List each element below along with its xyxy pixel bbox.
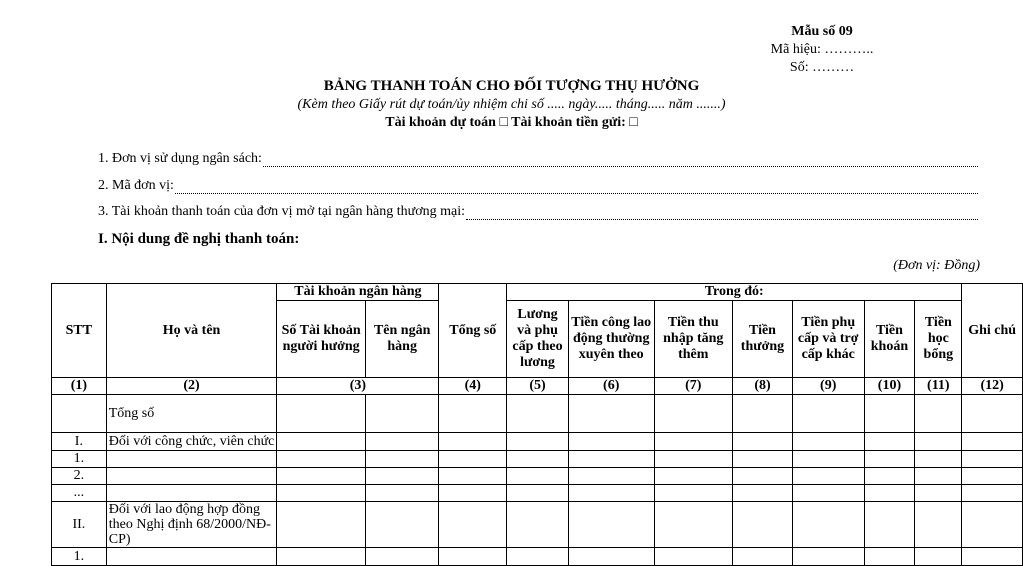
column-number: (2)	[106, 378, 277, 395]
payment-table	[51, 283, 1023, 566]
column-number: (10)	[864, 378, 915, 395]
row-name: Đối với công chức, viên chức	[106, 433, 277, 451]
column-number: (5)	[507, 378, 569, 395]
header-extra-income: Tiền thu nhập tăng thêm	[654, 301, 733, 378]
unit-code-field-label: 2. Mã đơn vị:	[98, 178, 174, 193]
section-title: I. Nội dung đề nghị thanh toán:	[98, 231, 300, 247]
header-salary: Lương và phụ cấp theo lương	[507, 301, 569, 378]
row-stt	[52, 395, 107, 433]
column-number: (12)	[962, 378, 1023, 395]
row-stt: I.	[52, 433, 107, 451]
table-row	[52, 548, 1023, 566]
row-name	[106, 451, 277, 468]
row-stt: II.	[52, 502, 107, 548]
table-row	[52, 433, 1023, 451]
row-stt: 2.	[52, 468, 107, 485]
bank-account-field-dots	[466, 208, 978, 220]
header-bank-group: Tài khoản ngân hàng	[277, 284, 439, 301]
row-name: Tổng số	[106, 395, 277, 433]
header-name: Họ và tên	[106, 284, 277, 378]
header-account-number: Số Tài khoản người hưởng	[277, 301, 366, 378]
document-title: BẢNG THANH TOÁN CHO ĐỐI TƯỢNG THỤ HƯỞNG	[323, 78, 700, 94]
row-name	[106, 468, 277, 485]
table-row	[52, 468, 1023, 485]
column-number: (1)	[52, 378, 107, 395]
header-bank-name: Tên ngân hàng	[365, 301, 439, 378]
form-number: Mẫu số 09	[791, 24, 853, 39]
header-total: Tổng số	[439, 284, 507, 378]
column-number: (4)	[439, 378, 507, 395]
form-code: Mã hiệu: ………..	[770, 42, 874, 57]
document-subtitle: (Kèm theo Giấy rút dự toán/ủy nhiệm chi số ..... ngày..... tháng..... năm .......)	[297, 97, 726, 112]
header-bonus: Tiền thưởng	[733, 301, 793, 378]
column-number: (6)	[568, 378, 654, 395]
header-allowance: Tiền phụ cấp và trợ cấp khác	[792, 301, 864, 378]
header-note: Ghi chú	[962, 284, 1023, 378]
row-stt: ...	[52, 485, 107, 502]
unit-code-field	[98, 178, 978, 194]
column-number: (3)	[277, 378, 439, 395]
bank-account-field	[98, 204, 978, 220]
header-stt: STT	[52, 284, 107, 378]
row-name: Đối với lao động hợp đồng theo Nghị định 68/2000/NĐ-CP)	[106, 502, 277, 548]
row-stt: 1.	[52, 548, 107, 566]
unit-field-dots	[263, 155, 978, 167]
table-row	[52, 395, 1023, 433]
column-number: (11)	[915, 378, 962, 395]
column-number: (7)	[654, 378, 733, 395]
header-regular-wage: Tiền công lao động thường xuyên theo	[568, 301, 654, 378]
header-contract-pay: Tiền khoán	[864, 301, 915, 378]
currency-unit-note: (Đơn vị: Đồng)	[893, 258, 980, 273]
form-serial: Số: ………	[789, 60, 855, 75]
account-type-line: Tài khoản dự toán □ Tài khoản tiền gửi: □	[385, 115, 638, 130]
row-stt: 1.	[52, 451, 107, 468]
table-row	[52, 502, 1023, 548]
row-name	[106, 548, 277, 566]
table-row	[52, 485, 1023, 502]
header-breakdown-group: Trong đó:	[507, 284, 962, 301]
header-scholarship: Tiền học bổng	[915, 301, 962, 378]
unit-code-field-dots	[175, 182, 978, 194]
column-number-row	[52, 378, 1023, 395]
column-number: (8)	[733, 378, 793, 395]
column-number: (9)	[792, 378, 864, 395]
bank-account-field-label: 3. Tài khoản thanh toán của đơn vị mở tại ngân hàng thương mại:	[98, 204, 466, 219]
table-row	[52, 451, 1023, 468]
unit-field-label: 1. Đơn vị sử dụng ngân sách:	[98, 151, 262, 166]
row-name	[106, 485, 277, 502]
unit-field	[98, 151, 978, 167]
